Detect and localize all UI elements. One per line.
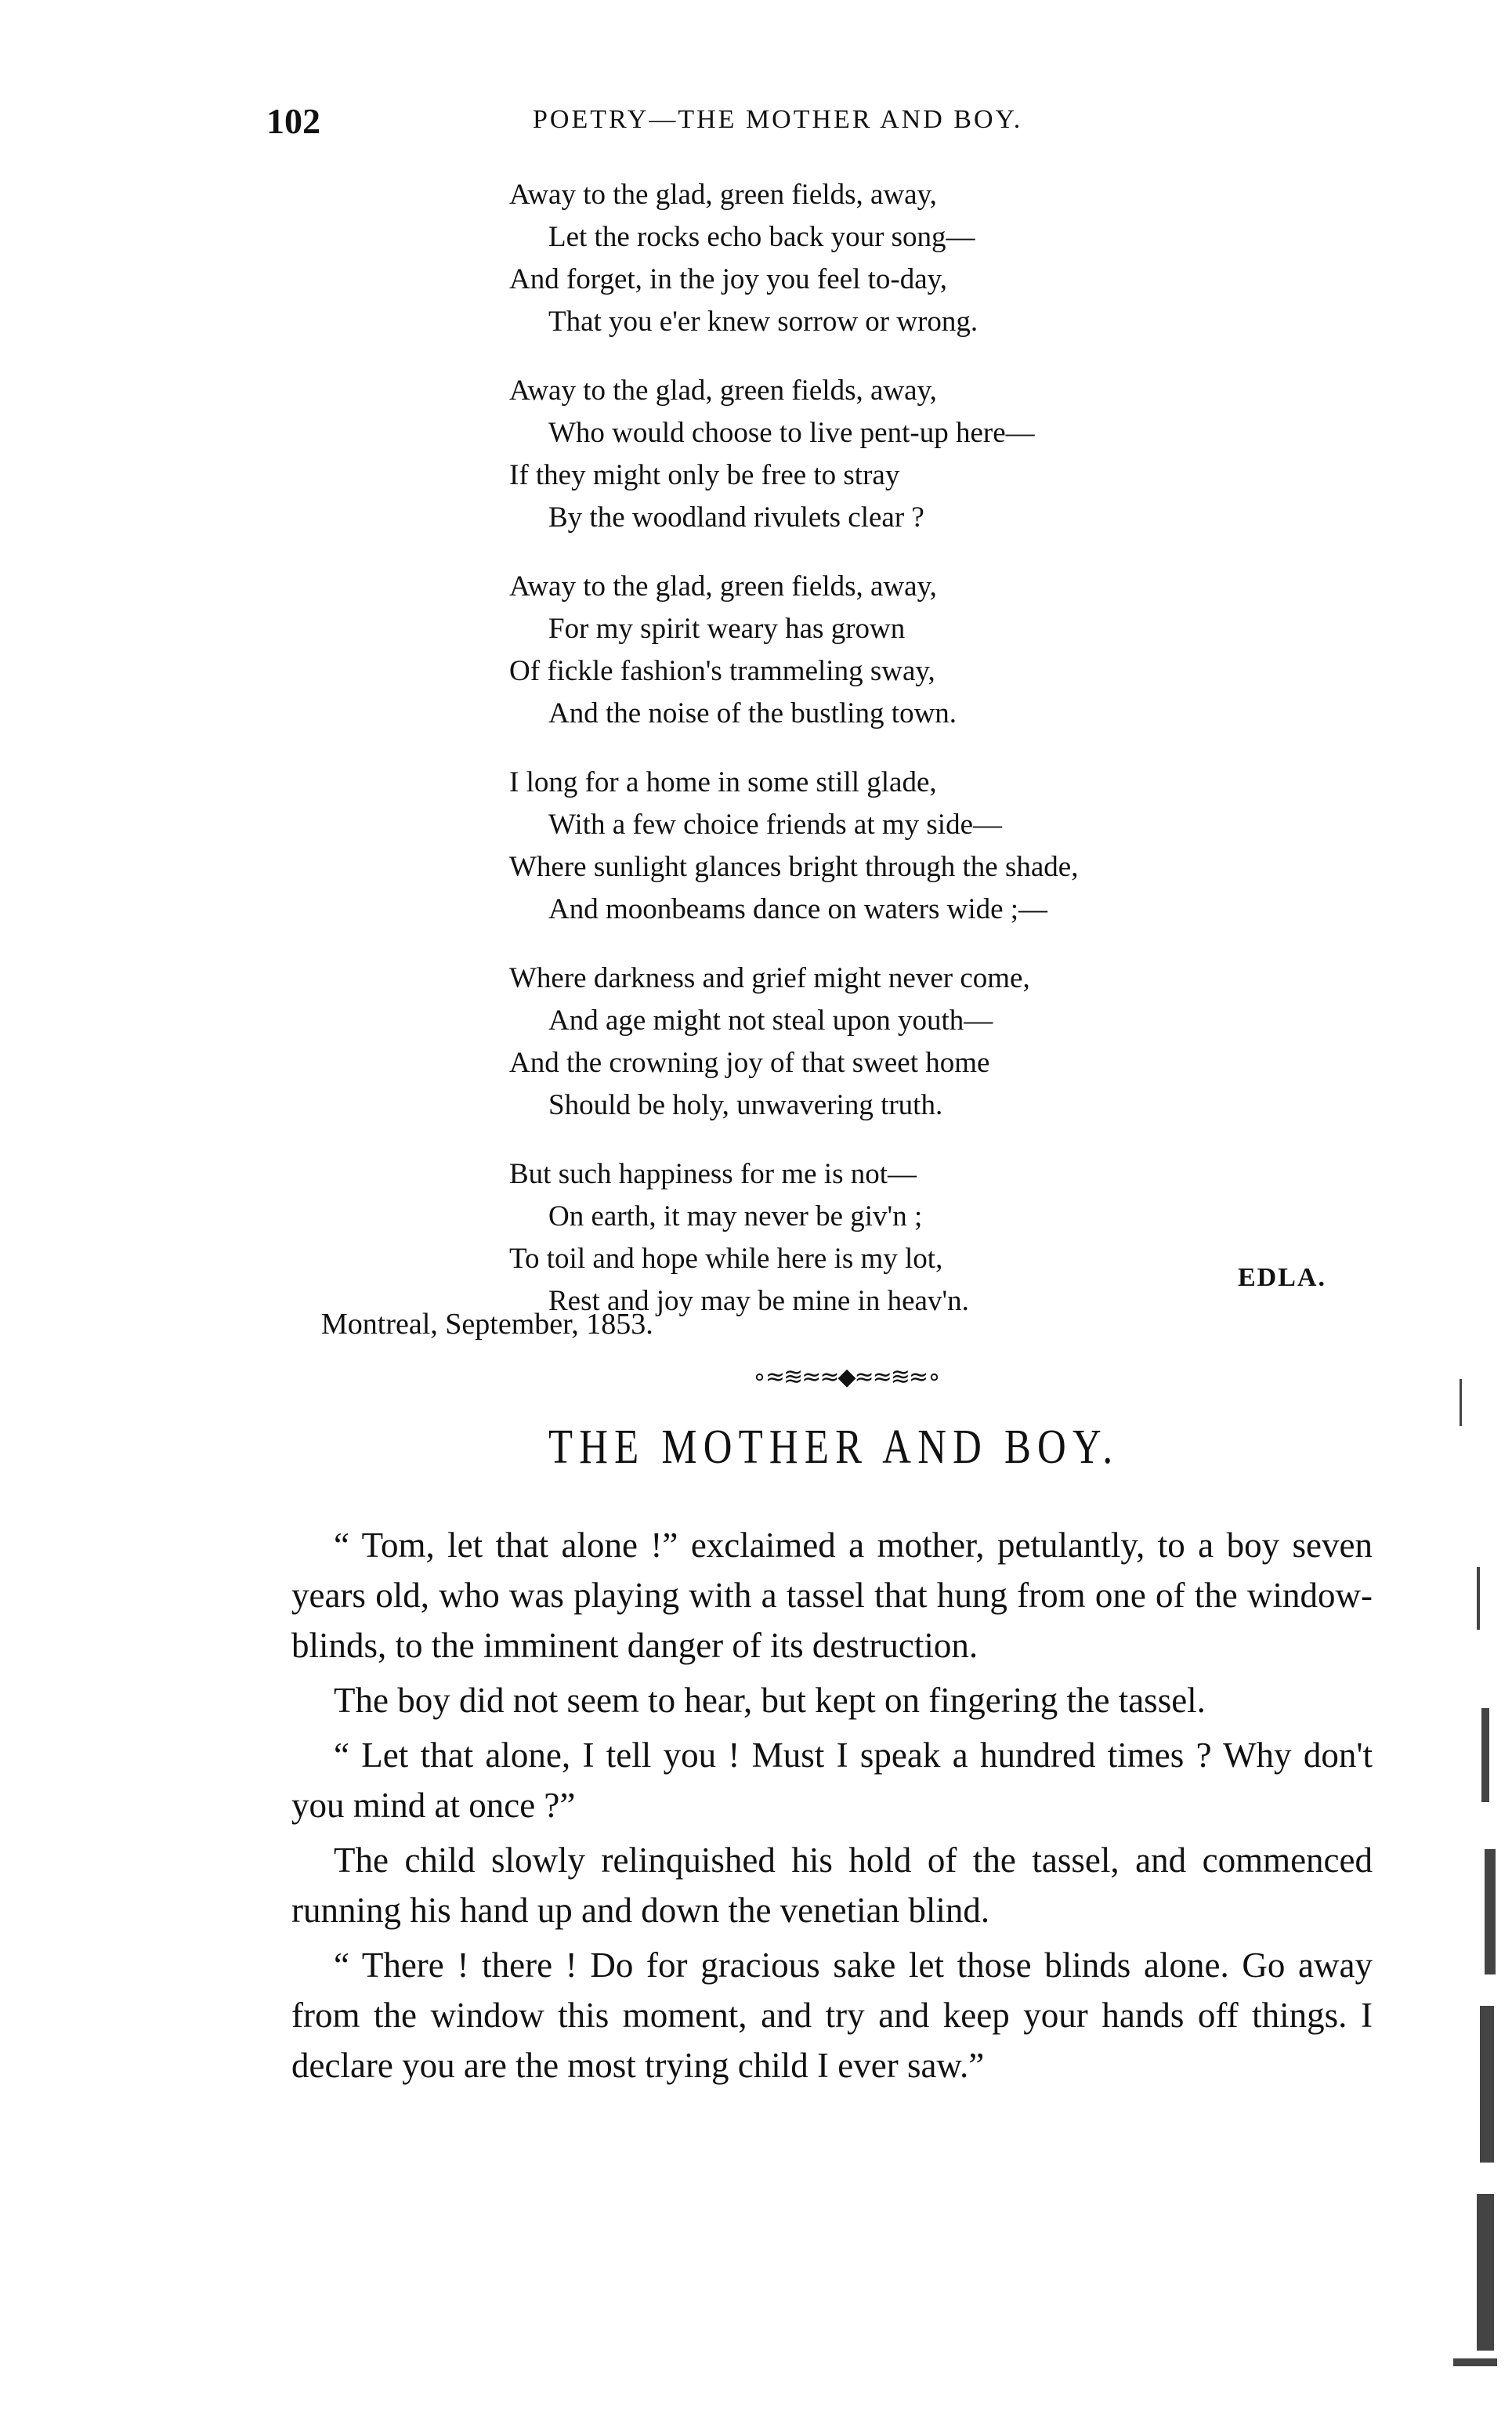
- poem-line: Who would choose to live pent-up here—: [548, 417, 1035, 449]
- poem-line: Rest and joy may be mine in heav'n.: [548, 1285, 969, 1317]
- poem-line: If they might only be free to stray: [509, 459, 900, 491]
- running-head: [266, 100, 1363, 147]
- page-edge-speckle-icon: [1453, 1379, 1500, 2398]
- poem-line: Away to the glad, green fields, away,: [509, 375, 937, 407]
- poem-line: Where sunlight glances bright through the shade,: [509, 851, 1079, 883]
- poem-line: I long for a home in some still glade,: [509, 766, 937, 798]
- poem-line: With a few choice friends at my side—: [548, 809, 1003, 841]
- page-number: 102: [266, 101, 320, 141]
- poem-line: By the woodland rivulets clear ?: [548, 501, 924, 534]
- poem-line: And the crowning joy of that sweet home: [509, 1047, 990, 1079]
- poem-stanza: [509, 762, 1371, 931]
- poem-line: And the noise of the bustling town.: [548, 697, 957, 729]
- article-title: THE MOTHER AND BOY.: [548, 1421, 1120, 1474]
- poem-line: Where darkness and grief might never come,: [509, 962, 1030, 994]
- poem-stanza: [509, 566, 1371, 735]
- poem-line: That you e'er knew sorrow or wrong.: [548, 306, 978, 338]
- poem-stanza: [509, 1153, 1371, 1323]
- poem-signature: EDLA.: [1238, 1263, 1326, 1292]
- poem-dateline: Montreal, September, 1853.: [321, 1308, 653, 1341]
- poem-line: Away to the glad, green fields, away,: [509, 179, 937, 211]
- poem-line: And moonbeams dance on waters wide ;—: [548, 893, 1048, 925]
- poem-line: But such happiness for me is not—: [509, 1158, 917, 1190]
- paragraph: “ Tom, let that alone !” exclaimed a mother, petulantly, to a boy seven years old, who was playing with a tassel that hung from one of the window-blinds, to the imminent danger of its destruction.: [291, 1526, 1373, 1665]
- poem-line: Let the rocks echo back your song—: [548, 221, 975, 253]
- article-body: [291, 1520, 1373, 2095]
- paragraph: The boy did not seem to hear, but kept on fingering the tassel.: [334, 1681, 1206, 1720]
- poem-line: And forget, in the joy you feel to-day,: [509, 263, 947, 295]
- paragraph: “ Let that alone, I tell you ! Must I speak a hundred times ? Why don't you mind at once ?”: [291, 1736, 1373, 1825]
- poem-line: On earth, it may never be giv'n ;: [548, 1200, 923, 1232]
- ornament-divider-icon: ∘≈≋≈≈◆≈≈≋≈∘: [752, 1363, 940, 1391]
- poem-stanza: [509, 370, 1371, 539]
- poem-line: To toil and hope while here is my lot,: [509, 1243, 943, 1275]
- poem-stanza: [509, 957, 1371, 1127]
- poem-line: For my spirit weary has grown: [548, 613, 906, 645]
- paragraph: “ There ! there ! Do for gracious sake let those blinds alone. Go away from the window this moment, and try and keep your hands off things. I declare you are the most trying child I ever saw.”: [291, 1946, 1373, 2085]
- poem: [509, 174, 1371, 1349]
- page-edge-speckle: [1453, 1379, 1500, 2398]
- poem-line: Should be holy, unwavering truth.: [548, 1089, 943, 1121]
- running-title: POETRY—THE MOTHER AND BOY.: [533, 105, 1023, 134]
- poem-stanza: [509, 174, 1371, 343]
- paragraph: The child slowly relinquished his hold of the tassel, and commenced running his hand up and down the venetian blind.: [291, 1841, 1373, 1930]
- poem-line: Of fickle fashion's trammeling sway,: [509, 655, 935, 687]
- poem-line: And age might not steal upon youth—: [548, 1004, 993, 1037]
- poem-line: Away to the glad, green fields, away,: [509, 570, 937, 603]
